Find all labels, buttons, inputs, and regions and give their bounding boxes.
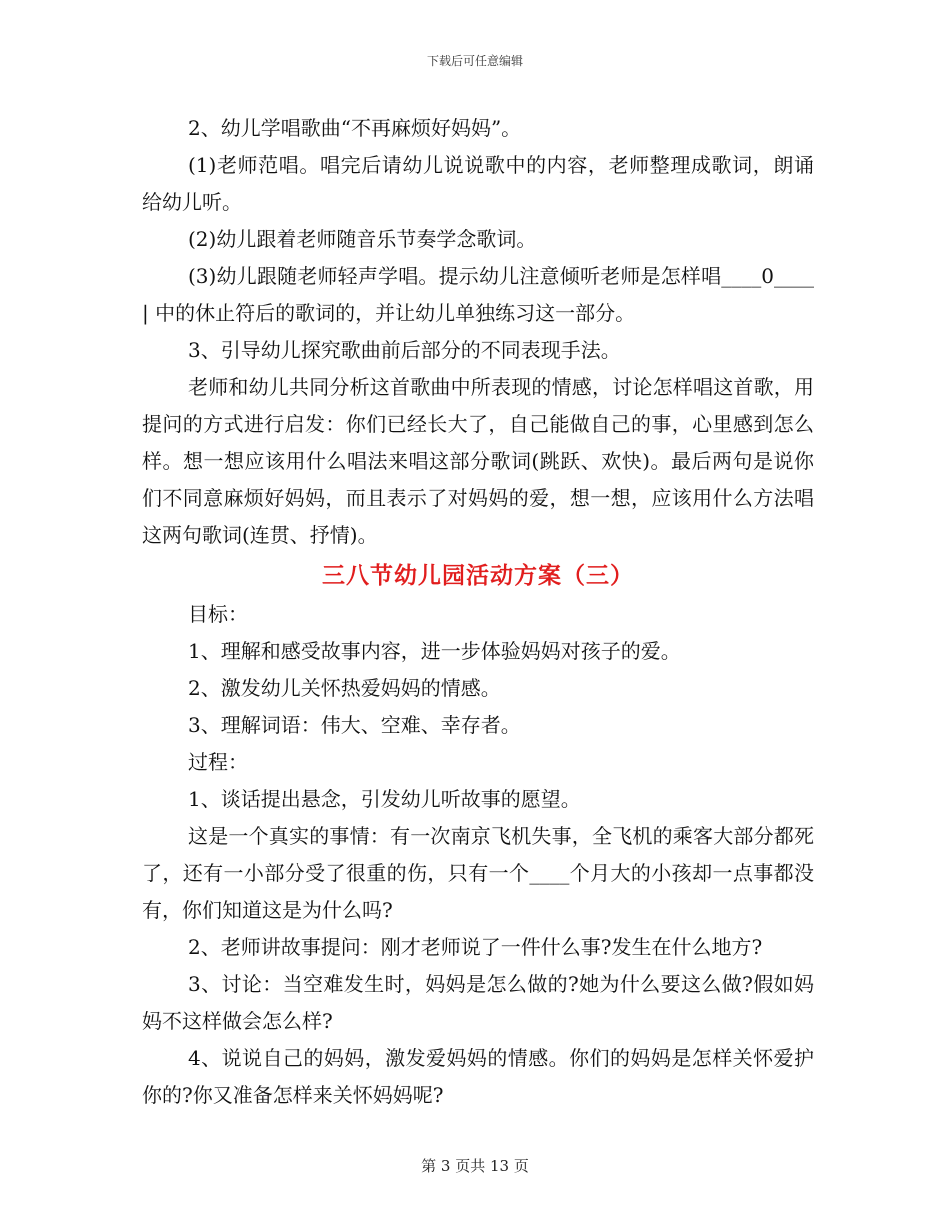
page-header: 下载后可任意编辑 — [426, 54, 523, 68]
paragraph: 1、谈话提出悬念，引发幼儿听故事的愿望。 — [188, 787, 581, 811]
paragraph: 2、激发幼儿关怀热爱妈妈的情感。 — [188, 676, 501, 700]
paragraph: (2)幼儿跟着老师随音乐节奏学念歌词。 — [188, 227, 537, 251]
paragraph: 3、引导幼儿探究歌曲前后部分的不同表现手法。 — [188, 338, 621, 362]
paragraph: 2、老师讲故事提问：刚才老师说了一件什么事?发生在什么地方? — [188, 935, 763, 959]
paragraph: 老师和幼儿共同分析这首歌曲中所表现的情感，讨论怎样唱这首歌，用提问的方式进行启发：你们已经长大了，自己能做自己的事，心里感到怎么样。想一想应该用什么唱法来唱这部分歌词(跳跃、欢快)。最后两句是说你们不同意麻烦好妈妈，而且表示了对妈妈的爱，想一想，应该用什么方法唱这两句歌词(连贯、抒情)。 — [142, 375, 814, 547]
paragraph: 过程： — [188, 750, 248, 774]
paragraph: (3)幼儿跟随老师轻声学唱。提示幼儿注意倾听老师是怎样唱____0____| 中的休止符后的歌词的，并让幼儿单独练习这一部分。 — [142, 264, 814, 325]
page-footer: 第 3 页共 13 页 — [421, 1157, 529, 1175]
document-body — [142, 110, 814, 1114]
paragraph: 3、讨论：当空难发生时，妈妈是怎么做的?她为什么要这么做?假如妈妈不这样做会怎么样? — [142, 972, 814, 1033]
paragraph: 3、理解词语：伟大、空难、幸存者。 — [188, 713, 521, 737]
paragraph: 1、理解和感受故事内容，进一步体验妈妈对孩子的爱。 — [188, 639, 681, 663]
paragraph: (1)老师范唱。唱完后请幼儿说说歌中的内容，老师整理成歌词，朗诵给幼儿听。 — [142, 153, 814, 214]
paragraph: 这是一个真实的事情：有一次南京飞机失事，全飞机的乘客大部分都死了，还有一小部分受了很重的伤，只有一个____个月大的小孩却一点事都没有，你们知道这是为什么吗? — [142, 824, 814, 922]
section-title: 三八节幼儿园活动方案（三） — [322, 562, 634, 589]
paragraph: 2、幼儿学唱歌曲“不再麻烦好妈妈”。 — [188, 116, 522, 140]
paragraph: 4、说说自己的妈妈，激发爱妈妈的情感。你们的妈妈是怎样关怀爱护你的?你又准备怎样来关怀妈妈呢? — [142, 1046, 814, 1107]
paragraph: 目标： — [188, 602, 248, 626]
